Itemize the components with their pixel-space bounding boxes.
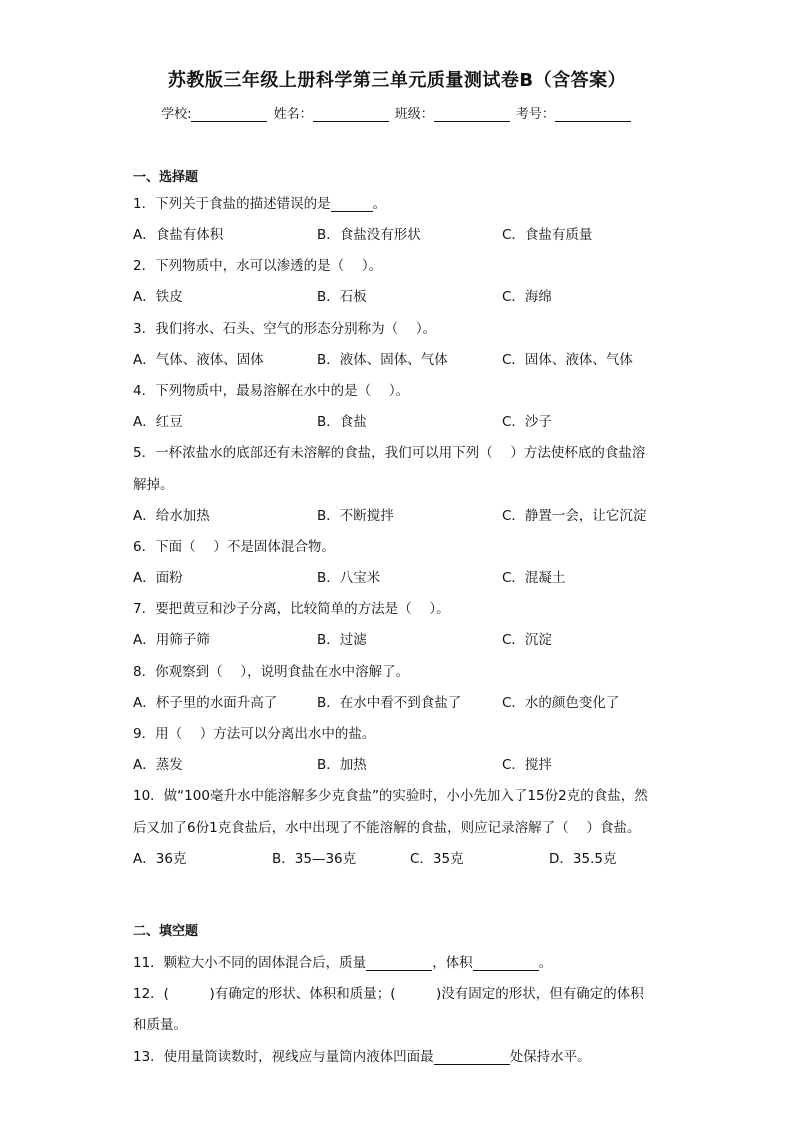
question-8-options — [133, 691, 693, 711]
option-a[interactable]: A．给水加热 — [133, 508, 210, 524]
option-a[interactable]: A．蒸发 — [133, 757, 183, 773]
option-a[interactable]: A．红豆 — [133, 414, 183, 430]
question-11-text-a: 11．颗粒大小不同的固体混合后，质量 — [133, 955, 367, 971]
question-13-blank[interactable] — [434, 1050, 510, 1065]
question-3: 3．我们将水、石头、空气的形态分别称为（ ）。 — [133, 321, 437, 337]
option-b[interactable]: B．食盐 — [317, 414, 367, 430]
option-b[interactable]: B．过滤 — [317, 632, 367, 648]
option-a[interactable]: A．用筛子筛 — [133, 632, 210, 648]
option-d[interactable]: D．35.5克 — [549, 851, 617, 867]
question-1-end: 。 — [372, 196, 387, 212]
option-c[interactable]: C．搅拌 — [502, 757, 552, 773]
question-12-line-2: 和质量。 — [133, 1017, 187, 1033]
question-10-line-2: 后又加了6份1克食盐后，水中出现了不能溶解的食盐，则应记录溶解了（ ）食盐。 — [133, 820, 641, 836]
option-b[interactable]: B．在水中看不到食盐了 — [317, 695, 462, 711]
question-2-options — [133, 285, 693, 305]
question-9: 9．用（ ）方法可以分离出水中的盐。 — [133, 726, 376, 742]
option-c[interactable]: C．海绵 — [502, 289, 552, 305]
question-7: 7．要把黄豆和沙子分离，比较简单的方法是（ ）。 — [133, 601, 450, 617]
question-10-options — [133, 847, 693, 867]
question-12-line-1: 12．( )有确定的形状、体积和质量；( )没有固定的形状，但有确定的体积 — [133, 986, 644, 1002]
option-c[interactable]: C．水的颜色变化了 — [502, 695, 620, 711]
question-2: 2．下列物质中，水可以渗透的是（ ）。 — [133, 258, 383, 274]
question-1 — [133, 192, 386, 212]
exam-number-label: 考号： — [515, 107, 555, 122]
question-6-options — [133, 566, 693, 586]
option-a[interactable]: A．36克 — [133, 851, 187, 867]
option-b[interactable]: B．加热 — [317, 757, 367, 773]
question-5-options — [133, 504, 693, 524]
option-c[interactable]: C．固体、液体、气体 — [502, 352, 633, 368]
option-a[interactable]: A．食盐有体积 — [133, 227, 224, 243]
question-4-options — [133, 410, 693, 430]
option-c[interactable]: C．35克 — [410, 851, 464, 867]
class-blank[interactable] — [434, 108, 510, 122]
section-choice-heading: 一、选择题 — [133, 170, 199, 185]
exam-number-blank[interactable] — [555, 108, 631, 122]
question-11-blank-1[interactable] — [366, 956, 432, 971]
name-label: 姓名： — [273, 107, 313, 122]
option-b[interactable]: B．石板 — [317, 289, 367, 305]
question-11-blank-2[interactable] — [473, 956, 539, 971]
option-b[interactable]: B．液体、固体、气体 — [317, 352, 448, 368]
option-c[interactable]: C．沉淀 — [502, 632, 552, 648]
class-label: 班级： — [394, 107, 434, 122]
option-a[interactable]: A．杯子里的水面升高了 — [133, 695, 278, 711]
question-6: 6．下面（ ）不是固体混合物。 — [133, 539, 335, 555]
option-b[interactable]: B．食盐没有形状 — [317, 227, 421, 243]
question-5-line-1: 5．一杯浓盐水的底部还有未溶解的食盐，我们可以用下列（ ）方法使杯底的食盐溶 — [133, 445, 646, 461]
option-b[interactable]: B．35—36克 — [272, 851, 357, 867]
option-b[interactable]: B．不断搅拌 — [317, 508, 394, 524]
option-c[interactable]: C．食盐有质量 — [502, 227, 593, 243]
option-c[interactable]: C．沙子 — [502, 414, 552, 430]
option-c[interactable]: C．静置一会，让它沉淀 — [502, 508, 647, 524]
question-13-text-a: 13．使用量筒读数时，视线应与量筒内液体凹面最 — [133, 1049, 434, 1065]
school-label: 学校: — [161, 107, 192, 122]
question-3-options — [133, 348, 693, 368]
question-7-options — [133, 628, 693, 648]
section-fill-heading: 二、填空题 — [133, 924, 199, 939]
question-1-blank[interactable] — [331, 197, 373, 212]
option-b[interactable]: B．八宝米 — [317, 570, 381, 586]
question-5-line-2: 解掉。 — [133, 477, 174, 493]
question-4: 4．下列物质中，最易溶解在水中的是（ ）。 — [133, 383, 410, 399]
question-9-options — [133, 753, 693, 773]
option-a[interactable]: A．气体、液体、固体 — [133, 352, 264, 368]
question-13-text-b: 处保持水平。 — [509, 1049, 591, 1065]
question-11 — [133, 951, 552, 971]
option-a[interactable]: A．面粉 — [133, 570, 183, 586]
question-1-options — [133, 223, 693, 243]
option-c[interactable]: C．混凝土 — [502, 570, 566, 586]
question-11-text-b: ，体积 — [432, 955, 473, 971]
option-a[interactable]: A．铁皮 — [133, 289, 183, 305]
name-blank[interactable] — [313, 108, 389, 122]
question-1-text: 1．下列关于食盐的描述错误的是 — [133, 196, 331, 212]
school-blank[interactable] — [191, 108, 267, 122]
page-title: 苏教版三年级上册科学第三单元质量测试卷B（含答案） — [167, 70, 627, 91]
question-10-line-1: 10．做“100毫升水中能溶解多少克食盐”的实验时，小小先加入了15份2克的食盐，然 — [133, 788, 648, 804]
question-11-text-c: 。 — [538, 955, 553, 971]
student-info-line — [0, 103, 794, 122]
question-13 — [133, 1045, 591, 1065]
question-8: 8．你观察到（ ），说明食盐在水中溶解了。 — [133, 664, 410, 680]
